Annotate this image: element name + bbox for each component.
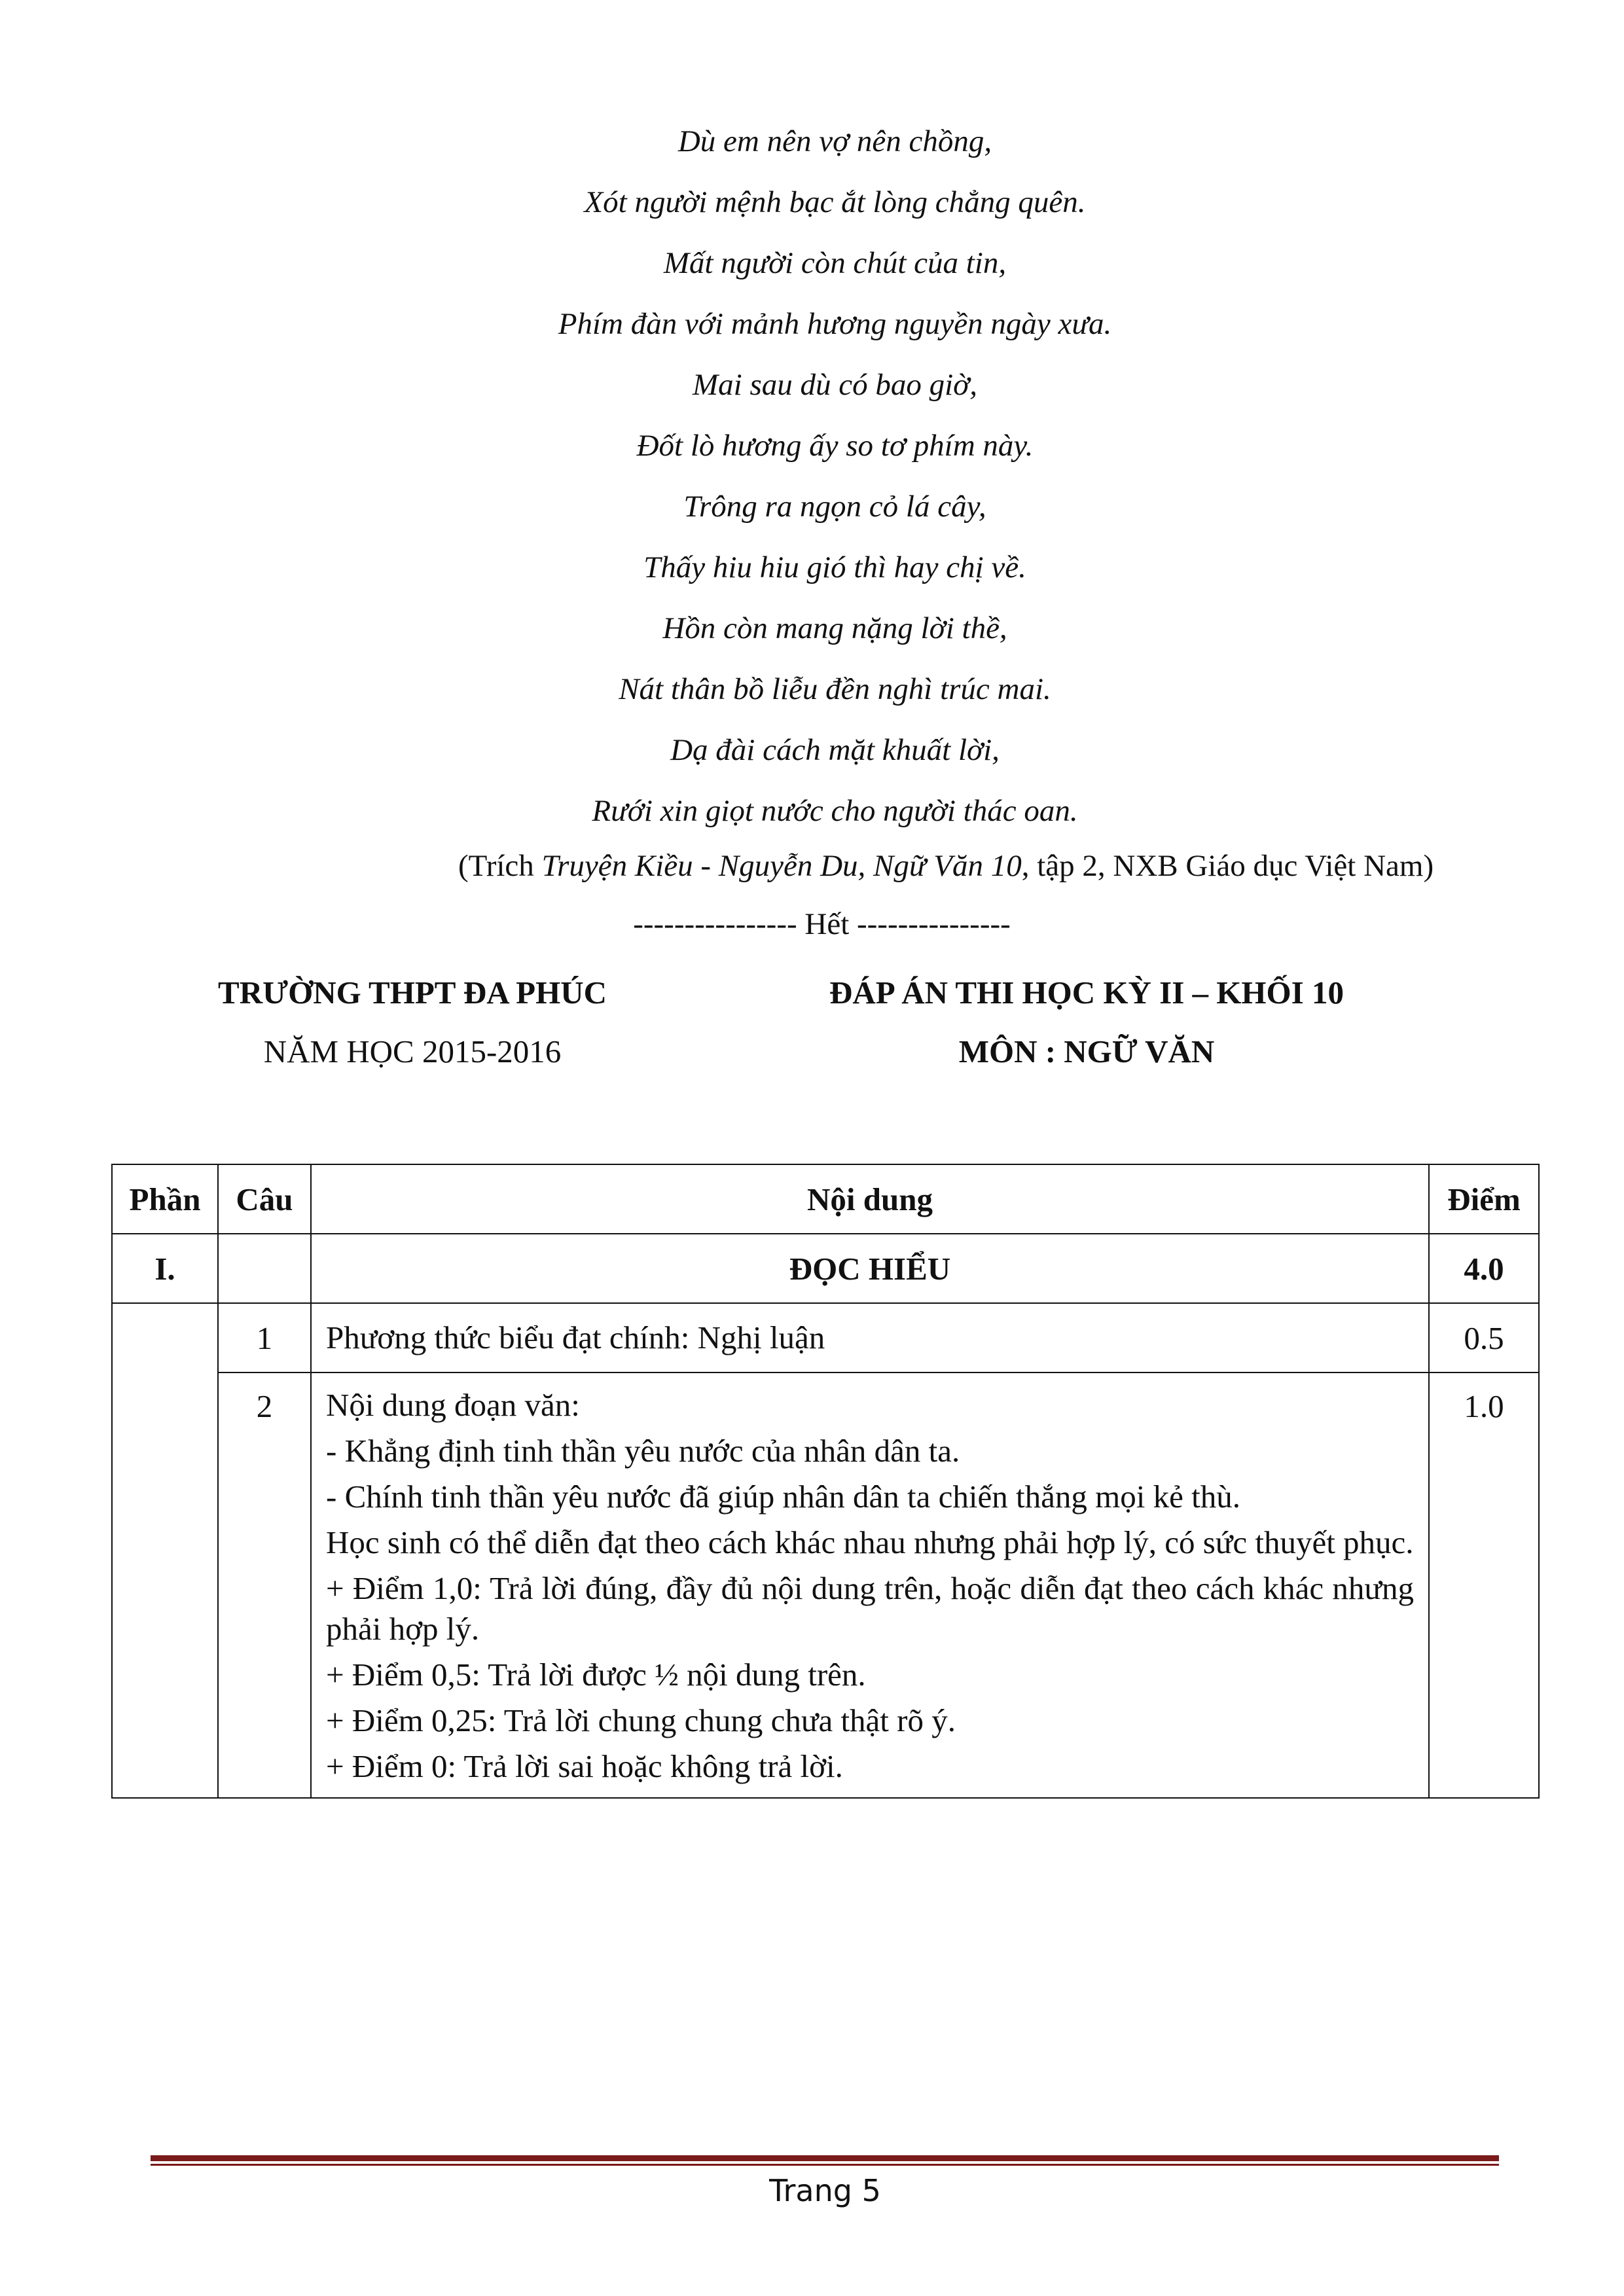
poem-line: Mai sau dù có bao giờ, bbox=[692, 368, 977, 402]
answer-line: Phương thức biểu đạt chính: Nghị luận bbox=[326, 1319, 825, 1355]
poem-line: Xót người mệnh bạc ắt lòng chẳng quên. bbox=[584, 185, 1086, 219]
section-score: 4.0 bbox=[1429, 1234, 1539, 1303]
school-year: NĂM HỌC 2015-2016 bbox=[263, 1033, 562, 1069]
section-question-empty bbox=[218, 1234, 311, 1303]
poem-line: Thấy hiu hiu gió thì hay chị về. bbox=[643, 550, 1026, 584]
citation-suffix: , tập 2, NXB Giáo dục Việt Nam) bbox=[1021, 849, 1434, 883]
answer-line: + Điểm 0,5: Trả lời được ½ nội dung trên. bbox=[326, 1657, 866, 1693]
question-number: 1 bbox=[218, 1303, 311, 1372]
table-row bbox=[112, 1303, 1539, 1372]
end-marker: ---------------- Hết --------------- bbox=[633, 907, 1011, 941]
subject-title: MÔN : NGỮ VĂN bbox=[958, 1033, 1215, 1069]
answer-content bbox=[311, 1303, 1429, 1372]
poem-line: Rưới xin giọt nước cho người thác oan. bbox=[592, 794, 1078, 828]
citation-work: Truyện Kiều - Nguyễn Du, Ngữ Văn 10 bbox=[541, 849, 1022, 883]
answer-table bbox=[111, 1164, 1540, 1799]
poem-line: Hồn còn mang nặng lời thề, bbox=[662, 611, 1007, 645]
answer-line: Nội dung đoạn văn: bbox=[326, 1387, 580, 1423]
page-number: Trang 5 bbox=[769, 2173, 881, 2208]
school-name: TRƯỜNG THPT ĐA PHÚC bbox=[218, 975, 607, 1011]
answer-line: - Khẳng định tinh thần yêu nước của nhân dân ta. bbox=[326, 1433, 960, 1469]
answer-line: + Điểm 1,0: Trả lời đúng, đầy đủ nội dung trên, hoặc diễn đạt theo cách khác nhưng phải hợp lý. bbox=[326, 1570, 1414, 1647]
column-header-part: Phần bbox=[112, 1164, 218, 1234]
section-title: ĐỌC HIỂU bbox=[311, 1234, 1429, 1303]
poem-line: Nát thân bồ liễu đền nghì trúc mai. bbox=[619, 672, 1051, 706]
column-header-question: Câu bbox=[218, 1164, 311, 1234]
answer-line: + Điểm 0: Trả lời sai hoặc không trả lời. bbox=[326, 1748, 843, 1784]
section-row bbox=[112, 1234, 1539, 1303]
citation-prefix: (Trích bbox=[458, 849, 542, 883]
question-score: 0.5 bbox=[1429, 1303, 1539, 1372]
footer-rule-thin bbox=[151, 2164, 1499, 2166]
poem-line: Mất người còn chút của tin, bbox=[663, 246, 1007, 280]
poem-line: Trông ra ngọn cỏ lá cây, bbox=[683, 490, 986, 524]
question-number: 2 bbox=[218, 1372, 311, 1798]
poem-line: Đốt lò hương ấy so tơ phím này. bbox=[636, 429, 1034, 463]
table-row bbox=[112, 1372, 1539, 1798]
poem-citation bbox=[458, 848, 1434, 884]
footer-rule-thick bbox=[151, 2155, 1499, 2161]
answer-line: + Điểm 0,25: Trả lời chung chung chưa thật rõ ý. bbox=[326, 1702, 956, 1738]
answer-line: Học sinh có thể diễn đạt theo cách khác nhau nhưng phải hợp lý, có sức thuyết phục. bbox=[326, 1524, 1414, 1560]
poem-line: Phím đàn với mảnh hương nguyền ngày xưa. bbox=[558, 307, 1112, 341]
poem-line: Dù em nên vợ nên chồng, bbox=[677, 124, 992, 158]
answer-content bbox=[311, 1372, 1429, 1798]
question-score: 1.0 bbox=[1429, 1372, 1539, 1798]
table-header-row bbox=[112, 1164, 1539, 1234]
poem-line: Dạ đài cách mặt khuất lời, bbox=[670, 733, 1000, 767]
part-cell-empty bbox=[112, 1303, 218, 1798]
column-header-score: Điểm bbox=[1429, 1164, 1539, 1234]
column-header-content: Nội dung bbox=[311, 1164, 1429, 1234]
answer-key-title: ĐÁP ÁN THI HỌC KỲ II – KHỐI 10 bbox=[829, 975, 1344, 1011]
poem-excerpt bbox=[0, 111, 1624, 842]
answer-line: - Chính tinh thần yêu nước đã giúp nhân dân ta chiến thắng mọi kẻ thù. bbox=[326, 1479, 1240, 1515]
section-part: I. bbox=[112, 1234, 218, 1303]
